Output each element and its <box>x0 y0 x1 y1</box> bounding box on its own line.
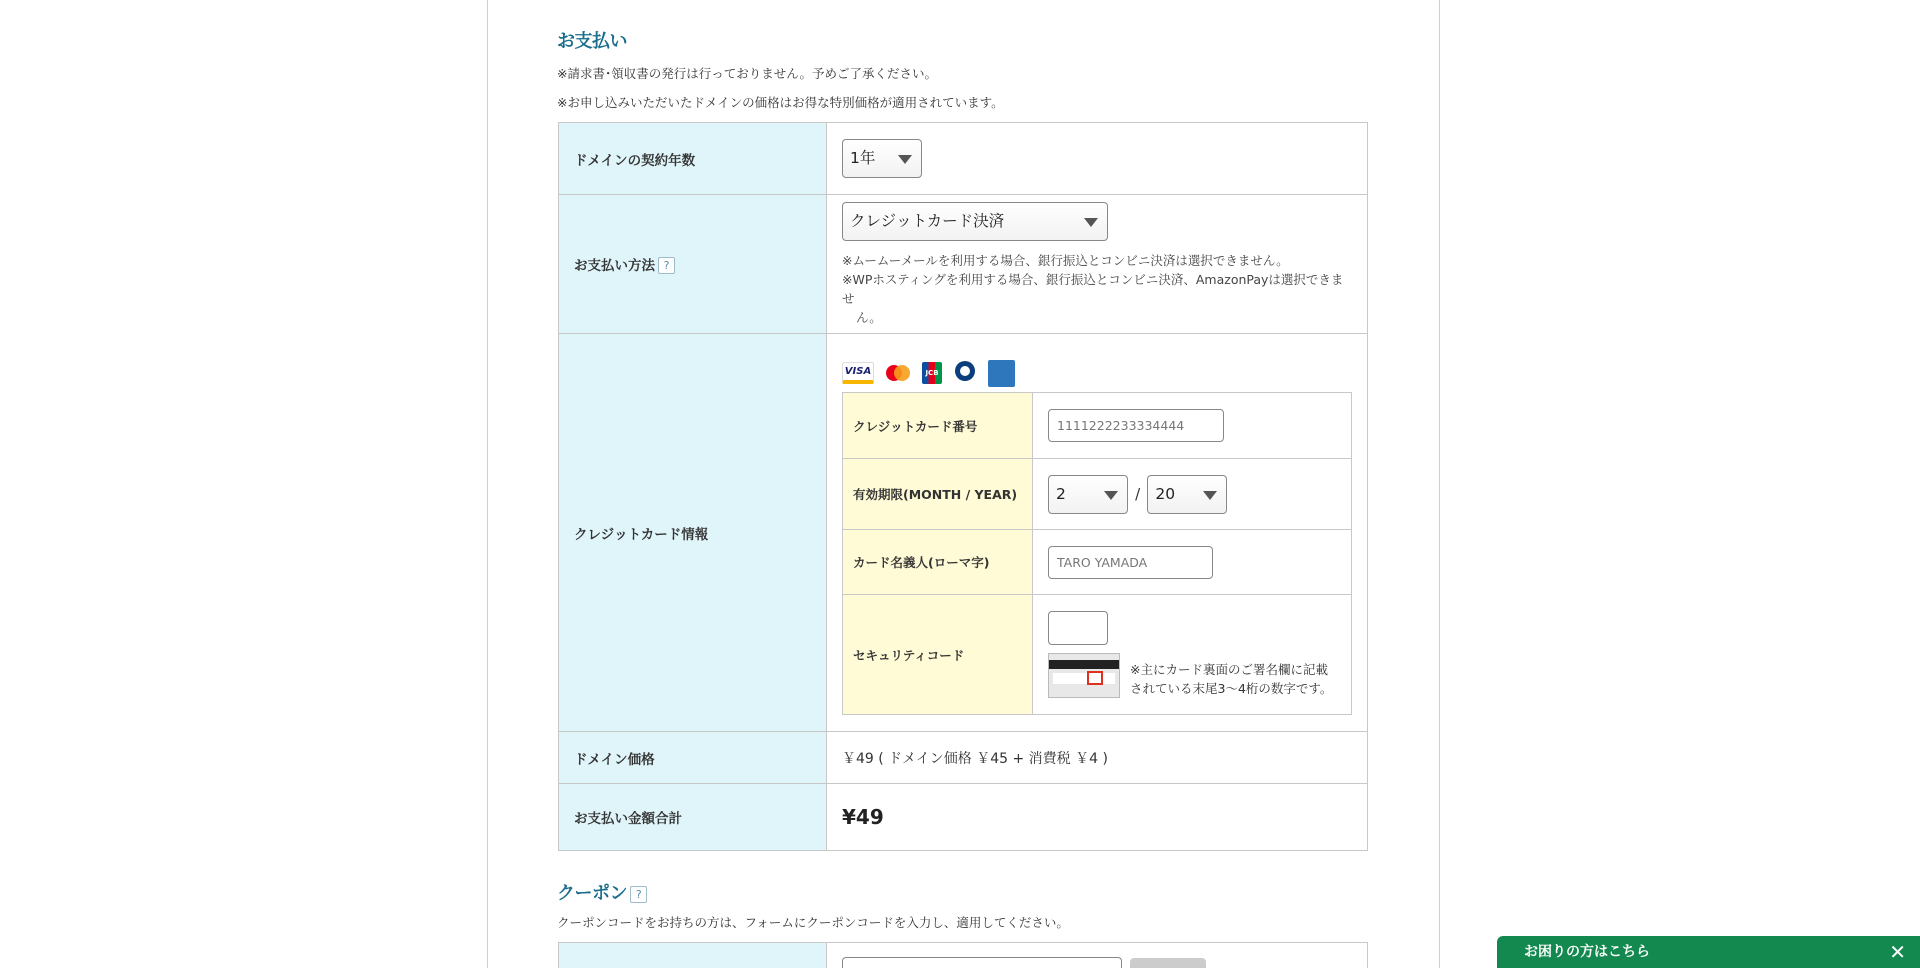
total-label: お支払い金額合計 <box>559 784 827 851</box>
coupon-note: クーポンコードをお持ちの方は、フォームにクーポンコードを入力し、適用してください。 <box>557 915 1069 930</box>
payment-note-price: ※お申し込みいただいたドメインの価格はお得な特別価格が適用されています。 <box>557 95 1004 110</box>
total-value: ¥49 <box>827 784 1368 851</box>
expiry-label: 有効期限(MONTH / YEAR) <box>843 459 1033 530</box>
card-holder-label: カード名義人(ローマ字) <box>843 530 1033 595</box>
coupon-apply-button[interactable] <box>1130 958 1206 968</box>
chevron-down-icon <box>1084 218 1098 227</box>
coupon-code-label-cell <box>559 943 827 968</box>
expiry-year-select[interactable] <box>1147 475 1227 514</box>
domain-price-label: ドメイン価格 <box>559 732 827 784</box>
domain-price-value: ￥49 ( ドメイン価格 ￥45 + 消費税 ￥4 ) <box>827 732 1368 784</box>
payment-method-value: クレジットカード決済 <box>850 211 1005 230</box>
payment-method-select[interactable] <box>842 202 1108 241</box>
credit-card-details-table <box>842 392 1352 715</box>
payment-method-note-3: ん。 <box>856 309 882 325</box>
card-brand-logos <box>842 360 1352 386</box>
chevron-down-icon <box>1104 491 1118 500</box>
credit-card-label: クレジットカード情報 <box>559 334 827 732</box>
contract-years-select[interactable] <box>842 139 922 178</box>
chevron-down-icon <box>898 155 912 164</box>
payment-method-note-2: ※WPホスティングを利用する場合、銀行振込とコンビニ決済、AmazonPayは選択できませ <box>842 271 1344 306</box>
coupon-section-title: クーポン <box>557 883 627 904</box>
help-icon[interactable]: ? <box>658 257 675 274</box>
security-code-label: セキュリティコード <box>843 595 1033 715</box>
diners-club-logo-icon <box>951 362 979 384</box>
jcb-logo-icon: JCB <box>922 362 942 384</box>
security-code-input[interactable] <box>1048 611 1108 645</box>
visa-logo-icon: VISA <box>842 362 874 384</box>
payment-method-note-1: ※ムームーメールを利用する場合、銀行振込とコンビニ決済は選択できません。 <box>842 252 1289 268</box>
payment-note-invoice: ※請求書･領収書の発行は行っておりません。予めご了承ください。 <box>557 66 937 81</box>
mastercard-logo-icon <box>883 362 913 384</box>
card-holder-input[interactable]: TARO YAMADA <box>1048 546 1213 579</box>
row-credit-card <box>559 334 1368 732</box>
payment-section-title: お支払い <box>557 31 627 52</box>
coupon-code-input[interactable] <box>842 957 1122 968</box>
contract-years-label: ドメインの契約年数 <box>559 123 827 195</box>
expiry-separator: / <box>1135 484 1141 503</box>
coupon-section-title-wrap <box>557 879 647 905</box>
help-chat-label: お困りの方はこちら <box>1524 944 1650 960</box>
payment-table <box>558 122 1368 851</box>
security-code-note-1: ※主にカード裏面のご署名欄に記載 <box>1130 662 1328 677</box>
help-icon[interactable]: ? <box>630 886 647 903</box>
help-chat-bar[interactable] <box>1497 936 1920 968</box>
row-domain-price <box>559 732 1368 784</box>
chevron-down-icon <box>1203 491 1217 500</box>
contract-years-value: 1年 <box>850 149 876 167</box>
card-back-illustration-icon <box>1048 653 1120 698</box>
expiry-month-value: 2 <box>1056 484 1066 503</box>
row-total <box>559 784 1368 851</box>
payment-method-label: お支払い方法 <box>574 257 655 274</box>
row-contract-years <box>559 123 1368 195</box>
expiry-month-select[interactable] <box>1048 475 1128 514</box>
expiry-year-value: 20 <box>1155 484 1176 503</box>
amex-logo-icon <box>988 360 1015 387</box>
card-number-label: クレジットカード番号 <box>843 393 1033 459</box>
security-code-note-2: されている末尾3～4桁の数字です。 <box>1130 681 1333 696</box>
coupon-table <box>558 942 1368 968</box>
row-payment-method <box>559 195 1368 334</box>
card-number-input[interactable]: 1111222233334444 <box>1048 409 1224 442</box>
payment-method-label-cell <box>559 195 827 334</box>
close-icon[interactable]: ✕ <box>1889 940 1906 964</box>
